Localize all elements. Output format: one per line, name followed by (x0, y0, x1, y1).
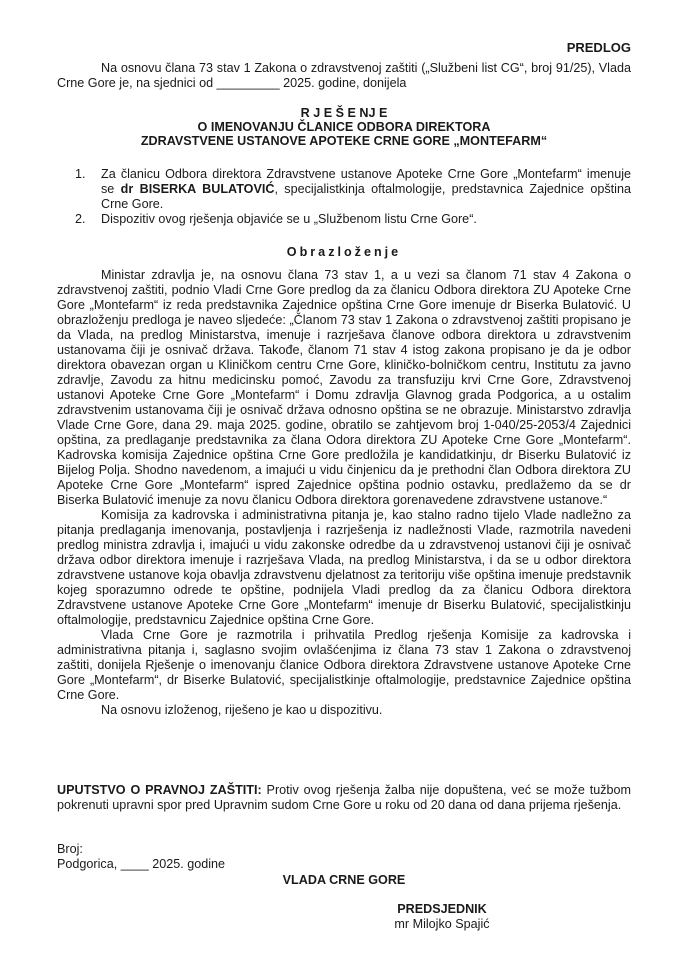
document-status-label: PREDLOG (566, 40, 631, 55)
legal-remedy-notice (57, 783, 631, 813)
document-title (57, 106, 631, 148)
appointee-name: dr BISERKA BULATOVIĆ (120, 182, 275, 196)
document-number-block (57, 842, 225, 872)
title-line-2: O IMENOVANJU ČLANICE ODBORA DIREKTORA (197, 120, 491, 134)
title-line-3: ZDRAVSTVENE USTANOVE APOTEKE CRNE GORE „MONTEFARM“ (140, 134, 548, 148)
item-text: Za članicu Odbora direktora Zdravstvene ustanove Apoteke Crne Gore „Montefarm“ imenuje se (101, 167, 631, 196)
item-number: 1. (75, 167, 86, 181)
intro-text: Na osnovu člana 73 stav 1 Zakona o zdravstvenoj zaštiti („Službeni list CG“, broj 91/25), Vlada Crne Gore je, na sjednici od _________ 2025. godine, donijela (57, 61, 631, 90)
signatory-name: mr Milojko Spajić (394, 917, 490, 931)
issuing-authority: VLADA CRNE GORE (282, 873, 406, 887)
legal-notice-label: UPUTSTVO O PRAVNOJ ZAŠTITI: (57, 783, 262, 797)
explanation-paragraph: Ministar zdravlja je, na osnovu člana 73 stav 1, a u vezi sa članom 71 stav 4 Zakona o zdravstvenoj zaštiti, podnio Vladi Crne Gore predlog da za članicu Odbora direktora ZU Apoteke Crne Gore „Montefarm“ iz reda predstavnika Zajednice opština Crne Gore imenuje dr Biserka Bulatović. U obrazloženju predloga je naveo sljedeće: „Članom 73 stav 1 Zakona o zdravstvenoj zaštiti propisano je da Vlada, na predlog Ministarstva, imenuje i razrješava članove odbora direktora u zdravstvenim ustanovama čiji je osnivač država. Takođe, članom 71 stav 4 istog zakona propisano je da je odbor direktora obavezan organ u Kliničkom centru Crne Gore, kliničko-bolničkom centru, Institutu za javno zdravlje, Zavodu za hitnu medicinsku pomoć, Zavodu za transfuziju krvi Crne Gore, Zdravstvenoj ustanovi Apoteke Crne Gore „Montefarm“ i Domu zdravlja Glavnog grada Podgorica, a u ostalim zdravstvenim ustanovama čiji je osnivač država odnosno opština se ne obrazuje. Ministarstvo zdravlja Vlade Crne Gore, dana 29. maja 2025. godine, obratilo se zahtjevom broj 1-040/25-2053/4 Zajednici opština, za predlaganje predstavnika za člana Odora direktora ZU Apoteke Crne Gore „Montefarm“. Kadrovska komisija Zajednice opština Crne Gore predložila je kandidatkinju, dr Biserku Bulatović iz Bijelog Polja. Shodno navedenom, a imajući u vidu činjenicu da je prethodni član Odbora direktora ZU Apoteke Crne Gore „Montefarm“ ispred Zajednice opština podnio ostavku, predlažemo da se dr Biserka Bulatović imenuje za novu članicu Odbora direktora gorenavedene zdravstvene ustanove.“ (57, 268, 631, 507)
item-number: 2. (75, 212, 86, 226)
legal-basis-intro (57, 61, 631, 91)
dispositive-item (75, 212, 631, 227)
legal-notice-text: Protiv ovog rješenja žalba nije dopuštena, već se može tužbom pokrenuti upravni spor pred Upravnim sudom Crne Gore u roku od 20 dana od dana prijema rješenja. (57, 783, 631, 812)
title-line-1: R J E Š E NJ E (300, 106, 388, 120)
explanation-paragraph: Vlada Crne Gore je razmotrila i prihvatila Predlog rješenja Komisije za kadrovska i administrativna pitanja i, saglasno svojim ovlašćenjima iz člana 73 stav 1 Zakona o zdravstvenoj zaštiti, donijela Rješenje o imenovanju članice Odbora direktora Zdravstvene ustanove Apoteke Crne Gore „Montefarm“, dr Biserke Bulatović, specijalistkinje oftalmologije, predstavnice Zajednice opština Crne Gore. (57, 628, 631, 702)
explanation-paragraph: Na osnovu izloženog, riješeno je kao u dispozitivu. (101, 703, 383, 717)
item-text: , specijalistkinja oftalmologije, predstavnica Zajednice opština Crne Gore. (101, 182, 631, 211)
explanation-heading: Obrazloženje (286, 245, 402, 259)
dispositive-list (75, 167, 631, 227)
item-text: Dispozitiv ovog rješenja objaviće se u „Službenom listu Crne Gore“. (101, 212, 477, 226)
place-and-date: Podgorica, ____ 2025. godine (57, 857, 226, 871)
explanation-paragraph: Komisija za kadrovska i administrativna pitanja je, kao stalno radno tijelo Vlade nadležno za pitanja predlaganja imenovanja, postavljenja i razrješenja iz nadležnosti Vlade, razmotrila navedeni predlog ministra zdravlja i, imajući u vidu zakonske odredbe da u zdravstvenoj ustanovi čiji je osnivač država odbor direktora imenuje i razrješava Vlada, na predlog Ministarstva, i da se u odbor direktora zdravstvene ustanove koja obavlja zdravstvenu djelatnost za teritoriju više opština imenuje predstavnik kojeg sporazumno odrede te opštine, podnijela Vladi predlog da za članicu Odbora direktora Zdravstvene ustanove Apoteke Crne Gore „Montefarm“ imenuje dr Biserku Bulatović, specijalistkinju oftalmologije, predstavnicu Zajednice opština Crne Gore. (57, 508, 631, 627)
explanation-body (57, 268, 631, 718)
document-number: Broj: (57, 842, 83, 856)
dispositive-item (75, 167, 631, 212)
signature-block (377, 902, 507, 932)
signatory-title: PREDSJEDNIK (397, 902, 487, 916)
